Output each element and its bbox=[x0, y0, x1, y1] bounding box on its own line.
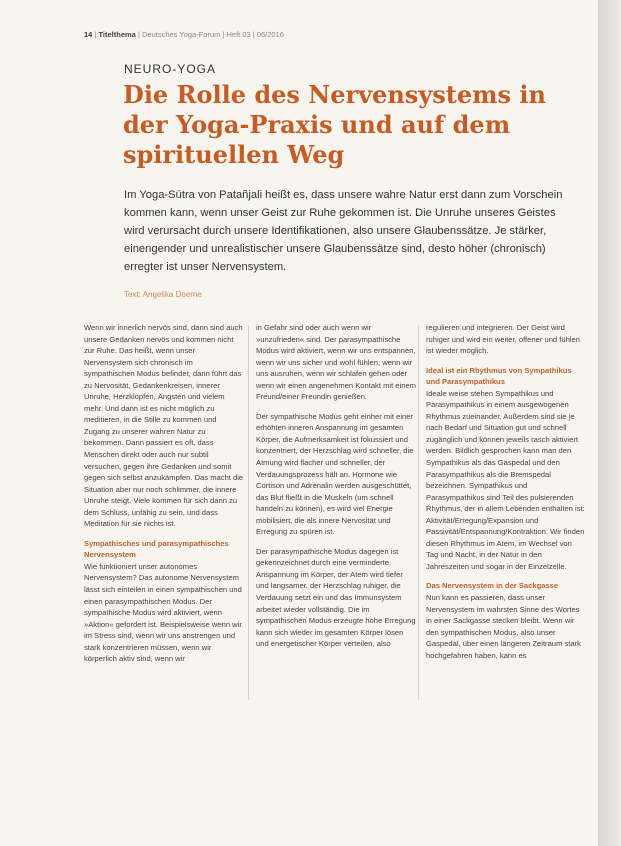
body-column-1 bbox=[84, 322, 244, 673]
section-name: Titelthema bbox=[98, 30, 136, 39]
body-paragraph: Nun kann es passieren, dass unser Nervensystem im wahrsten Sinne des Wortes in einer Sackgasse stecken bleibt. Wenn wir den sympathischen Modus, also unser Gaspedal, über einen längeren Zeitraum stark hochgefahren haben, kann es bbox=[426, 593, 581, 660]
body-paragraph: regulieren und integrieren. Der Geist wird ruhiger und wird ein weiter, offener und fühlen ist wieder möglich. bbox=[426, 323, 580, 356]
article-lead: Im Yoga-Sūtra von Patañjali heißt es, dass unsere wahre Natur erst dann zum Vorschein kommen kann, wenn unser Geist zur Ruhe gekommen ist. Die Unruhe unseres Geistes wird verursacht durch unsere Identifikationen, also unsere Glaubenssätze. Je stärker, einengender und unrealistischer unsere Glaubenssätze sind, desto höher (chronisch) erregter ist unser Nervensystem. bbox=[124, 189, 563, 273]
body-paragraph: Wenn wir innerlich nervös sind, dann sind auch unsere Gedanken nervös und kommen nicht zur Ruhe. Das heißt, wenn unser Nervensystem sich chronisch im sympathischen Modus befindet, dann führt das zu Nervosität, Gedankenkreisen, innerer Unruhe, Herzklopfen, Ängsten und vielem mehr. Und dann ist es nicht möglich zu meditieren, in die Stille zu kommen und Zugang zu unserer wahren Natur zu bekommen. Dann passiert es oft, dass Menschen direkt oder auch nur subtil versuchen, gegen ihre Gedanken und somit gegen sich selbst anzukämpfen. Das macht die Situation aber nur noch schlimmer, die innere Unruhe steigt. Viele kommen für sich dann zu dem Schluss, unfähig zu sein, und dass Meditation für sie nichts ist. bbox=[84, 323, 244, 529]
body-column-3 bbox=[426, 322, 586, 669]
subheading: Sympathisches und parasympathisches Nervensystem bbox=[84, 538, 229, 560]
body-paragraph: Der sympathische Modus geht einher mit einer erhöhten inneren Anspannung im gesamten Körper, die Aufmerksamkeit ist fokussiert und konzentriert, der Herzschlag wird schneller, die Atmung wird flacher und schneller, der Verdauungsprozess hält an. Hormone wie Cortison und Adrenalin werden ausgeschüttet, das Blut fließt in die Muskeln (um schnell handeln zu können), es wird viel Energie mobilisiert, die als innere Nervosität und Erregung zu spüren ist. bbox=[256, 411, 414, 537]
header-separator: | bbox=[137, 30, 142, 39]
issue-info: Deutsches Yoga-Forum | Heft 03 | 06/2016 bbox=[142, 30, 284, 39]
body-paragraph: in Gefahr sind oder auch wenn wir »unzufrieden« sind. Der parasympathische Modus wird aktiviert, wenn wir uns entspannen, wenn wir uns sicher und wohl fühlen, wenn wir uns ausruhen, wenn wir schlafen gehen oder wenn wir einen angenehmen Kontakt mit einem Freund/einer Freundin genießen. bbox=[256, 323, 416, 402]
article-title: Die Rolle des Nervensystems in der Yoga-Praxis und auf dem spirituellen Weg bbox=[123, 80, 546, 169]
article-kicker: NEURO-YOGA bbox=[124, 62, 217, 76]
subheading: Das Nervensystem in der Sackgasse bbox=[426, 581, 559, 591]
body-column-2 bbox=[256, 322, 416, 658]
facing-page-edge bbox=[598, 0, 621, 846]
page-number: 14 bbox=[84, 30, 93, 39]
column-divider bbox=[418, 325, 419, 700]
body-paragraph: Ideale weise stehen Sympathikus und Parasympathikus in einem ausgewogenen Rhythmus zueinander. Außerdem sind sie je nach Bedarf und Situation gut und schnell zugänglich und können jeweils rasch aktiviert werden. Bildlich gesprochen kann man den Sympathikus als das Gaspedal und den Parasympathikus als die Bremspedal bezeichnen. Sympathikus und Parasympathikus sind Teil des pulsierenden Rhythmus, der in allem Lebenden enthalten ist: Aktivität/Erregung/Expansion und Passivität/Entspannung/Kontraktion. Wir finden diesen Rhythmus im Atem, im Wechsel von Tag und Nacht, in der Natur in den Jahreszeiten und sogar in der Einzelzelle. bbox=[426, 388, 585, 571]
column-divider bbox=[248, 325, 249, 700]
body-paragraph: Wie funktioniert unser autonomes Nervensystem? Das autonome Nervensystem lässt sich einteilen in einen sympathischen und einen parasympathischen Modus. Der sympathische Modus wird aktiviert, wenn »Aktion« gefordert ist. Beispielsweise wenn wir im Stress sind, wenn wir uns anstrengen und stark konzentrieren müssen, wenn wir körperlich aktiv sind, wenn wir bbox=[84, 561, 242, 664]
article-byline: Text: Angelika Doerne bbox=[124, 290, 202, 299]
running-header bbox=[84, 30, 284, 39]
subheading: Ideal ist ein Rhythmus von Sympathikus und Parasympathikus bbox=[426, 365, 572, 387]
body-paragraph: Der parasympathische Modus dagegen ist gekennzeichnet durch eine verminderte Anspannung im Körper, der Atem wird tiefer und langsamer, der Herzschlag ruhiger, die Verdauung setzt ein und das Immunsystem arbeitet wieder vollständig. Die im sympathischen Modus erzeugte hohe Erregung kann sich wieder im gesamten Körper lösen und energetischer Körper verteilen, also bbox=[256, 546, 416, 649]
header-separator: | bbox=[94, 30, 99, 39]
